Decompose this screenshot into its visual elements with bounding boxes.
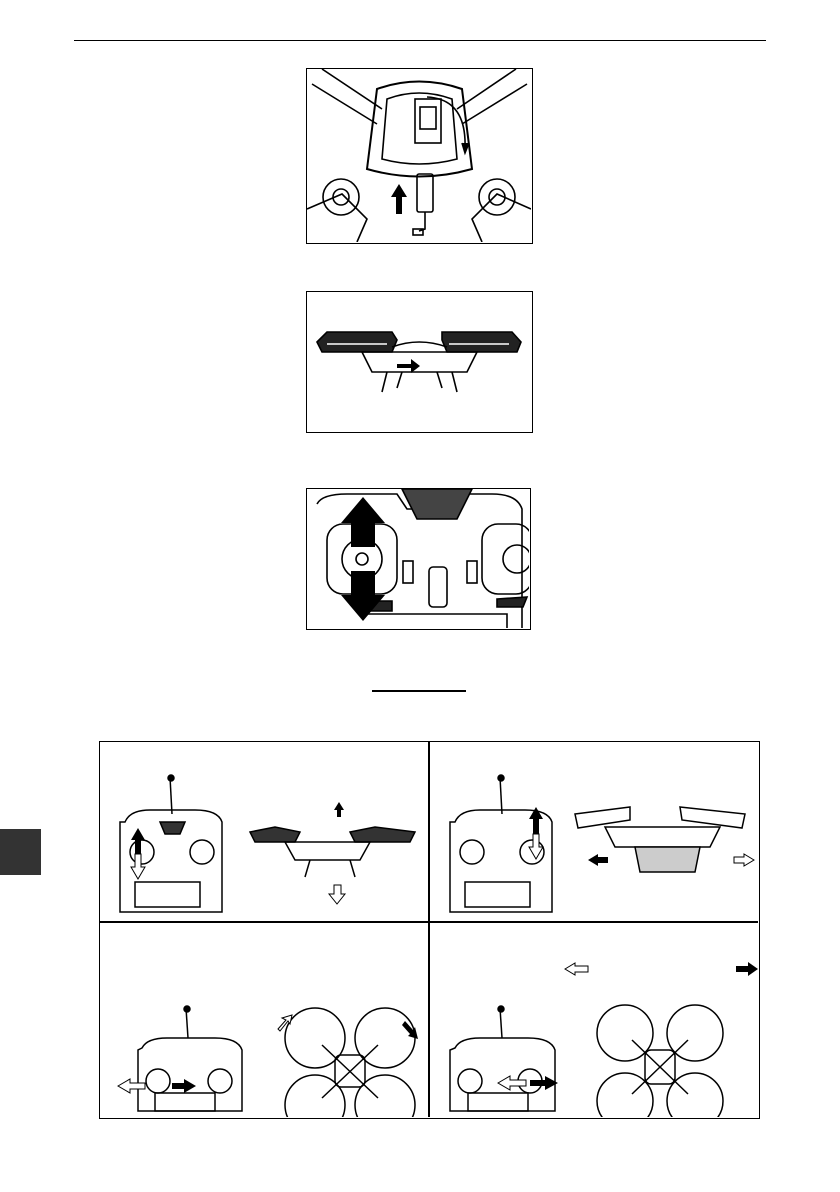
section-underline bbox=[372, 690, 466, 692]
battery-figure bbox=[306, 68, 533, 244]
control-table bbox=[99, 741, 760, 1119]
drone-side-image bbox=[307, 292, 531, 431]
table-cell-throttle bbox=[100, 742, 428, 921]
drone-underside-image bbox=[307, 69, 531, 242]
table-cell-rotate bbox=[100, 923, 428, 1117]
remote-closeup-image bbox=[307, 489, 529, 628]
forward-illustration bbox=[430, 923, 758, 1117]
header-rule bbox=[74, 40, 766, 41]
rotate-illustration bbox=[100, 923, 428, 1117]
switch-figure bbox=[306, 291, 533, 433]
sideways-illustration bbox=[430, 742, 758, 921]
side-tab bbox=[0, 829, 41, 875]
table-cell-forward bbox=[430, 923, 758, 1117]
throttle-figure bbox=[306, 488, 531, 630]
table-cell-sideways bbox=[430, 742, 758, 921]
throttle-illustration bbox=[100, 742, 428, 921]
